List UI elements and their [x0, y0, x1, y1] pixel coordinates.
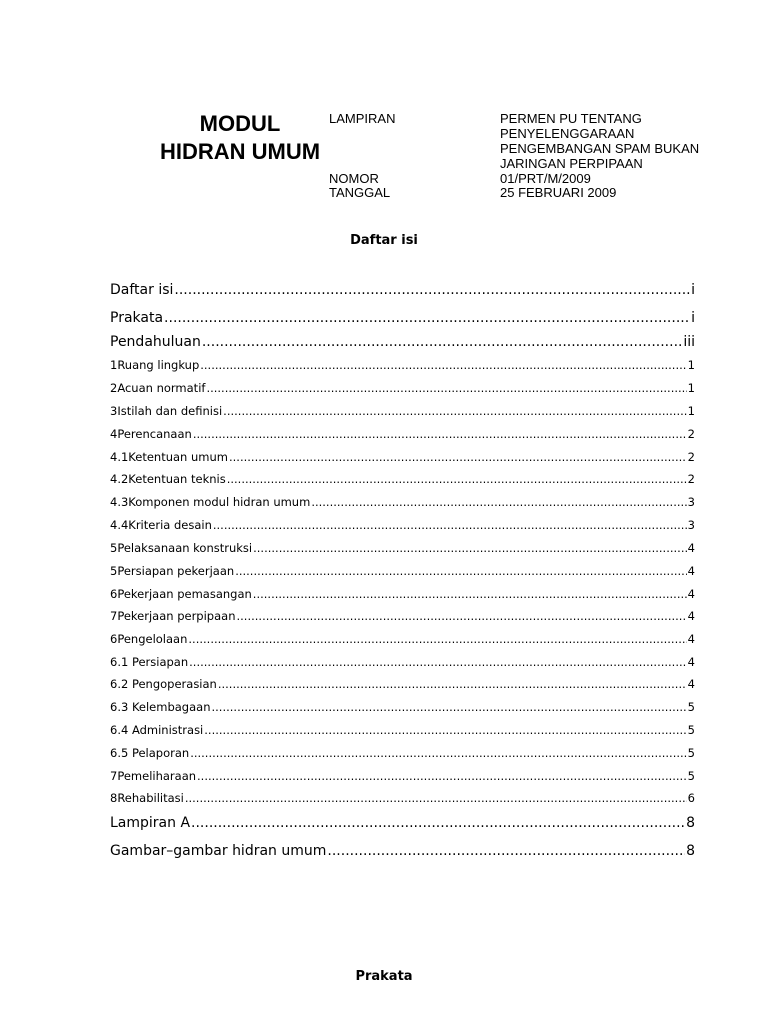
- toc-leader-dots: [229, 450, 687, 464]
- toc-entry-label: 4Perencanaan: [110, 427, 192, 441]
- toc-leader-dots: [311, 495, 686, 509]
- toc-entry-label: 6Pengelolaan: [110, 632, 188, 646]
- toc-entry-label: 1Ruang lingkup: [110, 358, 200, 372]
- toc-entry-label: Pendahuluan: [110, 334, 201, 350]
- toc-entry[interactable]: [110, 587, 695, 601]
- tanggal-label: TANGGAL: [329, 185, 391, 200]
- toc-entry-label: 4.1Ketentuan umum: [110, 450, 228, 464]
- toc-entry-page: 1: [687, 404, 695, 418]
- toc-entry-label: 6.1 Persiapan: [110, 655, 189, 669]
- toc-entry[interactable]: [110, 358, 695, 372]
- toc-entry-page: 5: [687, 769, 695, 783]
- lampiran-value-line: PENYELENGGARAAN: [500, 126, 635, 141]
- toc-entry-label: 2Acuan normatif: [110, 381, 206, 395]
- toc-entry-label: 5Persiapan pekerjaan: [110, 564, 235, 578]
- toc-entry[interactable]: [110, 632, 695, 646]
- toc-leader-dots: [212, 700, 687, 714]
- lampiran-value-line: PERMEN PU TENTANG: [500, 111, 642, 126]
- toc-leader-dots: [193, 427, 687, 441]
- toc-leader-dots: [235, 564, 686, 578]
- title-line-2: HIDRAN UMUM: [159, 139, 321, 164]
- toc-entry[interactable]: [110, 427, 695, 441]
- toc-entry-page: 3: [687, 518, 695, 532]
- toc-leader-dots: [253, 541, 687, 555]
- toc-entry-page: 2: [687, 450, 695, 464]
- toc-leader-dots: [164, 310, 690, 326]
- toc-entry-page: 5: [687, 723, 695, 737]
- toc-entry-label: 6.4 Administrasi: [110, 723, 204, 737]
- lampiran-value: [500, 111, 699, 171]
- toc-entry-label: 4.3Komponen modul hidran umum: [110, 495, 311, 509]
- toc-entry[interactable]: [110, 746, 695, 760]
- toc-entry[interactable]: [110, 495, 695, 509]
- toc-entry-page: 4: [687, 655, 695, 669]
- toc-entry-page: i: [691, 282, 695, 298]
- toc-entry-label: 7Pekerjaan perpipaan: [110, 609, 236, 623]
- toc-leader-dots: [185, 791, 687, 805]
- toc-entry-page: 5: [687, 700, 695, 714]
- toc-entry[interactable]: [110, 541, 695, 555]
- lampiran-value-line: PENGEMBANGAN SPAM BUKAN: [500, 141, 700, 156]
- toc-leader-dots: [191, 815, 685, 831]
- toc-entry-label: 7Pemeliharaan: [110, 769, 197, 783]
- tanggal-value: 25 FEBRUARI 2009: [500, 185, 617, 200]
- toc-leader-dots: [327, 843, 685, 859]
- toc-entry-page: 4: [687, 632, 695, 646]
- toc-heading: Daftar isi: [350, 233, 418, 248]
- toc-entry[interactable]: [110, 404, 695, 418]
- toc-entry[interactable]: [110, 518, 695, 532]
- toc-leader-dots: [227, 472, 687, 486]
- toc-leader-dots: [253, 587, 687, 601]
- toc-entry-page: i: [691, 310, 695, 326]
- toc-entry-page: 1: [687, 381, 695, 395]
- toc-entry[interactable]: [110, 282, 695, 298]
- toc-leader-dots: [236, 609, 686, 623]
- toc-entry-label: Lampiran A: [110, 815, 191, 831]
- toc-entry-page: 6: [687, 791, 695, 805]
- toc-entry-label: Gambar–gambar hidran umum: [110, 843, 327, 859]
- toc-entry[interactable]: [110, 815, 695, 831]
- toc-entry-page: 2: [687, 472, 695, 486]
- toc-entry-page: 4: [687, 541, 695, 555]
- toc-entry-label: 8Rehabilitasi: [110, 791, 184, 805]
- toc-entry-label: 4.4Kriteria desain: [110, 518, 212, 532]
- title-line-1: MODUL: [199, 111, 281, 136]
- toc-entry[interactable]: [110, 769, 695, 783]
- toc-entry-label: 6.2 Pengoperasian: [110, 677, 217, 691]
- toc-leader-dots: [200, 358, 686, 372]
- toc-entry[interactable]: [110, 655, 695, 669]
- toc-entry[interactable]: [110, 843, 695, 859]
- toc-leader-dots: [202, 334, 682, 350]
- toc-entry-page: 1: [687, 358, 695, 372]
- toc-entry[interactable]: [110, 700, 695, 714]
- toc-entry-page: 3: [687, 495, 695, 509]
- toc-entry-page: iii: [683, 334, 695, 350]
- lampiran-label: LAMPIRAN: [329, 111, 396, 126]
- toc-entry[interactable]: [110, 609, 695, 623]
- toc-entry-page: 8: [686, 815, 695, 831]
- toc-entry-page: 4: [687, 609, 695, 623]
- toc-leader-dots: [197, 769, 687, 783]
- toc-entry-label: Daftar isi: [110, 282, 174, 298]
- toc-entry-label: 6.5 Pelaporan: [110, 746, 190, 760]
- toc-leader-dots: [204, 723, 686, 737]
- lampiran-value-line: JARINGAN PERPIPAAN: [500, 156, 643, 171]
- toc-entry-page: 4: [687, 564, 695, 578]
- document-title: [140, 110, 340, 166]
- toc-entry[interactable]: [110, 677, 695, 691]
- toc-entry-label: 6.3 Kelembagaan: [110, 700, 211, 714]
- toc-leader-dots: [174, 282, 690, 298]
- toc-entry-label: 3Istilah dan definisi: [110, 404, 223, 418]
- toc-entry-page: 2: [687, 427, 695, 441]
- toc-leader-dots: [213, 518, 687, 532]
- toc-leader-dots: [206, 381, 686, 395]
- nomor-value: 01/PRT/M/2009: [500, 171, 591, 186]
- toc-entry-label: 6Pekerjaan pemasangan: [110, 587, 252, 601]
- toc-entry[interactable]: [110, 381, 695, 395]
- toc-entry-label: 5Pelaksanaan konstruksi: [110, 541, 253, 555]
- toc-entry-label: Prakata: [110, 310, 164, 326]
- toc-entry[interactable]: [110, 334, 695, 350]
- toc-entry-label: 4.2Ketentuan teknis: [110, 472, 226, 486]
- toc-leader-dots: [190, 746, 686, 760]
- toc-entry-page: 4: [687, 587, 695, 601]
- toc-leader-dots: [218, 677, 687, 691]
- nomor-label: NOMOR: [329, 171, 379, 186]
- toc-entry-page: 5: [687, 746, 695, 760]
- toc-entry[interactable]: [110, 791, 695, 805]
- toc-entry[interactable]: [110, 723, 695, 737]
- toc-entry[interactable]: [110, 310, 695, 326]
- toc-entry-page: 8: [686, 843, 695, 859]
- section-heading-prakata: Prakata: [355, 969, 413, 984]
- toc-leader-dots: [188, 632, 686, 646]
- toc-leader-dots: [189, 655, 687, 669]
- toc-leader-dots: [223, 404, 687, 418]
- toc-entry-page: 4: [687, 677, 695, 691]
- toc-entry[interactable]: [110, 450, 695, 464]
- toc-entry[interactable]: [110, 564, 695, 578]
- toc-entry[interactable]: [110, 472, 695, 486]
